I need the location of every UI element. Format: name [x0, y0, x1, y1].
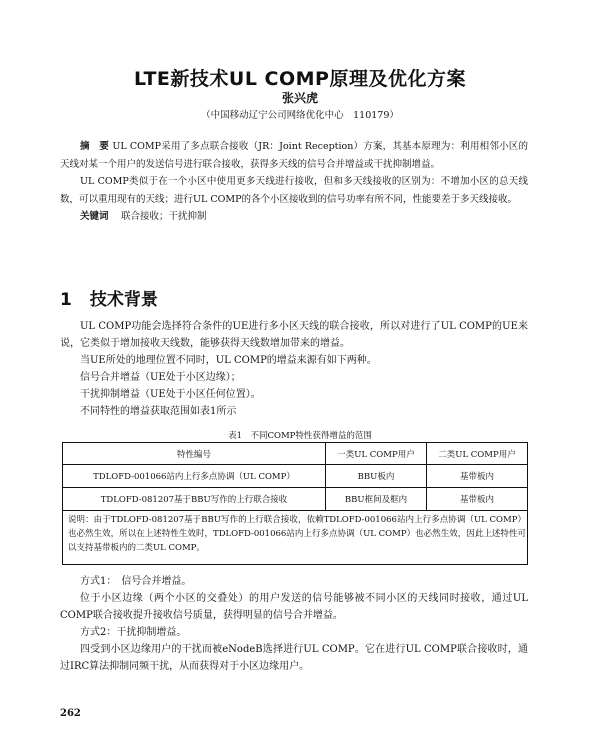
abstract-paragraph-1: [60, 138, 528, 173]
table-header-cell: 二类UL COMP用户: [427, 443, 528, 465]
abstract-block: [60, 138, 528, 226]
abstract-label: 摘 要: [80, 141, 110, 152]
table-cell: 基带板内: [427, 488, 528, 511]
keywords-label: 关键词: [80, 211, 109, 222]
table-cell: TDLOFD-001066站内上行多点协调（UL COMP）: [63, 465, 326, 488]
table-row: [63, 488, 528, 511]
keywords-line: [60, 208, 528, 226]
table-cell: TDLOFD-081207基于BBU写作的上行联合接收: [63, 488, 326, 511]
section-paragraph-3: 信号合并增益（UE处于小区边缘）；: [80, 372, 241, 383]
section-paragraph-2: 当UE所处的地理位置不同时，UL COMP的增益来源有如下两种。: [80, 355, 377, 366]
affiliation: （中国移动辽宁公司网络优化中心 110179）: [201, 110, 399, 121]
table-header-row: [63, 443, 528, 465]
section-title: 技术背景: [89, 290, 158, 310]
section-body: [60, 318, 528, 420]
page-number: 262: [60, 708, 81, 719]
section-paragraph-4: 干扰抑制增益（UE处于小区任何位置）。: [80, 389, 261, 400]
section-number: 1: [60, 290, 72, 310]
method-2-title: 方式2：干扰抑制增益。: [80, 627, 187, 638]
method-1-text: 位于小区边缘（两个小区的交叠处）的用户发送的信号能够被不同小区的天线同时接收，通过UL COMP联合接收提升接收信号质量，获得明显的信号合并增益。: [60, 593, 528, 621]
table-header-cell: 一类UL COMP用户: [326, 443, 427, 465]
author: 张兴虎: [281, 91, 318, 105]
keywords-text: 联合接收；干扰抑制: [121, 211, 207, 222]
abstract-paragraph-2: UL COMP类似于在一个小区中使用更多天线进行接收，但和多天线接收的区别为：不增加小区的总天线数，可以重用现有的天线；进行UL COMP的各个小区接收到的信号功率有所不同，性能要差于多天线接收。: [60, 176, 528, 205]
method-2-text: 四受到小区边缘用户的干扰而被eNodeB选择进行UL COMP。它在进行UL COMP联合接收时，通过IRC算法抑制同频干扰，从而获得对于小区边缘用户。: [60, 644, 528, 672]
table-row: [63, 465, 528, 488]
section-paragraph-1: UL COMP功能会选择符合条件的UE进行多小区天线的联合接收，所以对进行了UL COMP的UE来说，它类似于增加接收天线数，能够获得天线数增加带来的增益。: [60, 321, 528, 349]
table-note: 说明：由于TDLOFD-081207基于BBU写作的上行联合接收，依赖TDLOFD-001066站内上行多点协调（UL COMP）也必然生效，所以在上述特性生效时，TDLOFD-001066站内上行多点协调（UL COMP）也必然生效，因此上述特性可以支持基带板内的二类UL COMP。: [68, 515, 526, 553]
paper-title: LTE新技术UL COMP原理及优化方案: [134, 68, 466, 90]
methods-block: [60, 573, 528, 675]
table-header-cell: 特性编号: [63, 443, 326, 465]
table-cell: 基带板内: [427, 465, 528, 488]
section-heading: [60, 285, 158, 310]
table-caption: 表1 不同COMP特性获得增益的范围: [228, 431, 372, 441]
table-cell: BBU框间及框内: [326, 488, 427, 511]
table-cell: BBU板内: [326, 465, 427, 488]
section-paragraph-5: 不同特性的增益获取范围如表1所示: [80, 406, 237, 417]
method-1-title: 方式1： 信号合并增益。: [80, 576, 192, 587]
abstract-text-1: UL COMP采用了多点联合接收（JR：Joint Reception）方案，其基本原理为：利用相邻小区的天线对某一个用户的发送信号进行联合接收，获得多天线的信号合并增益或干扰抑制增益。: [60, 141, 528, 170]
